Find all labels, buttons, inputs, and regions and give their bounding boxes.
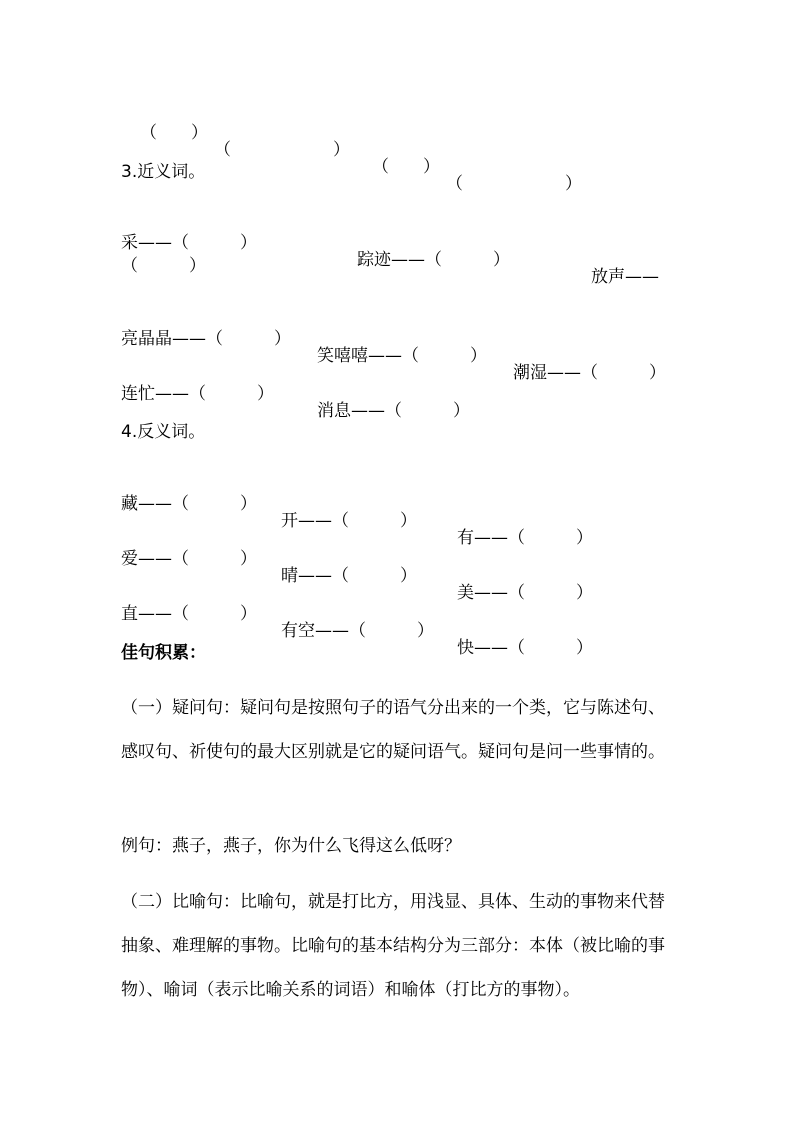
antonym-item: 晴——（ ） (281, 566, 417, 586)
antonym-item: 直——（ ） (121, 604, 257, 624)
metaphor-sentence-paragraph: （二）比喻句：比喻句，就是打比方，用浅显、具体、生动的事物来代替抽象、难理解的事物。比喻句的基本结构分为三部分：本体（被比喻的事物）、喻词（表示比喻关系的词语）和喻体（打比方的事物）。 (121, 892, 665, 1000)
synonyms-row-3 (121, 369, 681, 421)
antonym-item: 美——（ ） (457, 583, 593, 603)
antonym-item: 藏——（ ） (121, 494, 257, 514)
synonym-item: 笑嘻嘻——（ ） (317, 346, 487, 366)
synonym-item: 亮晶晶——（ ） (121, 329, 291, 349)
synonyms-heading: 3.近义词。 (121, 162, 206, 182)
blank-2: （ ） (214, 140, 350, 160)
antonym-item: 有——（ ） (457, 528, 593, 548)
synonyms-row-1-continued: （ ） (121, 256, 206, 276)
blank-1: （ ） (140, 123, 208, 143)
blank-3: （ ） (372, 157, 440, 177)
example-sentence: 例句：燕子，燕子，你为什么飞得这么低呀？ (121, 836, 461, 856)
synonym-item: 采——（ ） (121, 233, 257, 253)
synonym-item: 潮湿——（ ） (513, 363, 666, 383)
antonyms-row-1 (121, 479, 681, 548)
synonyms-row-1 (121, 218, 681, 287)
sentences-heading: 佳句积累： (121, 643, 206, 663)
synonym-item: 消息——（ ） (317, 401, 470, 421)
antonyms-row-2 (121, 534, 681, 603)
synonym-item: 踪迹——（ ） (357, 250, 510, 270)
blank-4: （ ） (446, 174, 582, 194)
synonyms-row-2 (121, 314, 681, 383)
antonym-item: 快——（ ） (457, 638, 593, 658)
question-sentence-paragraph: （一）疑问句：疑问句是按照句子的语气分出来的一个类，它与陈述句、感叹句、祈使句的最大区别就是它的疑问语气。疑问句是问一些事情的。 (121, 698, 665, 762)
synonym-item: 连忙——（ ） (121, 384, 274, 404)
antonyms-heading: 4.反义词。 (121, 422, 206, 442)
antonym-item: 爱——（ ） (121, 549, 257, 569)
antonym-item: 有空——（ ） (281, 621, 434, 641)
antonym-item: 开——（ ） (281, 511, 417, 531)
synonym-item: 放声—— (591, 267, 659, 287)
